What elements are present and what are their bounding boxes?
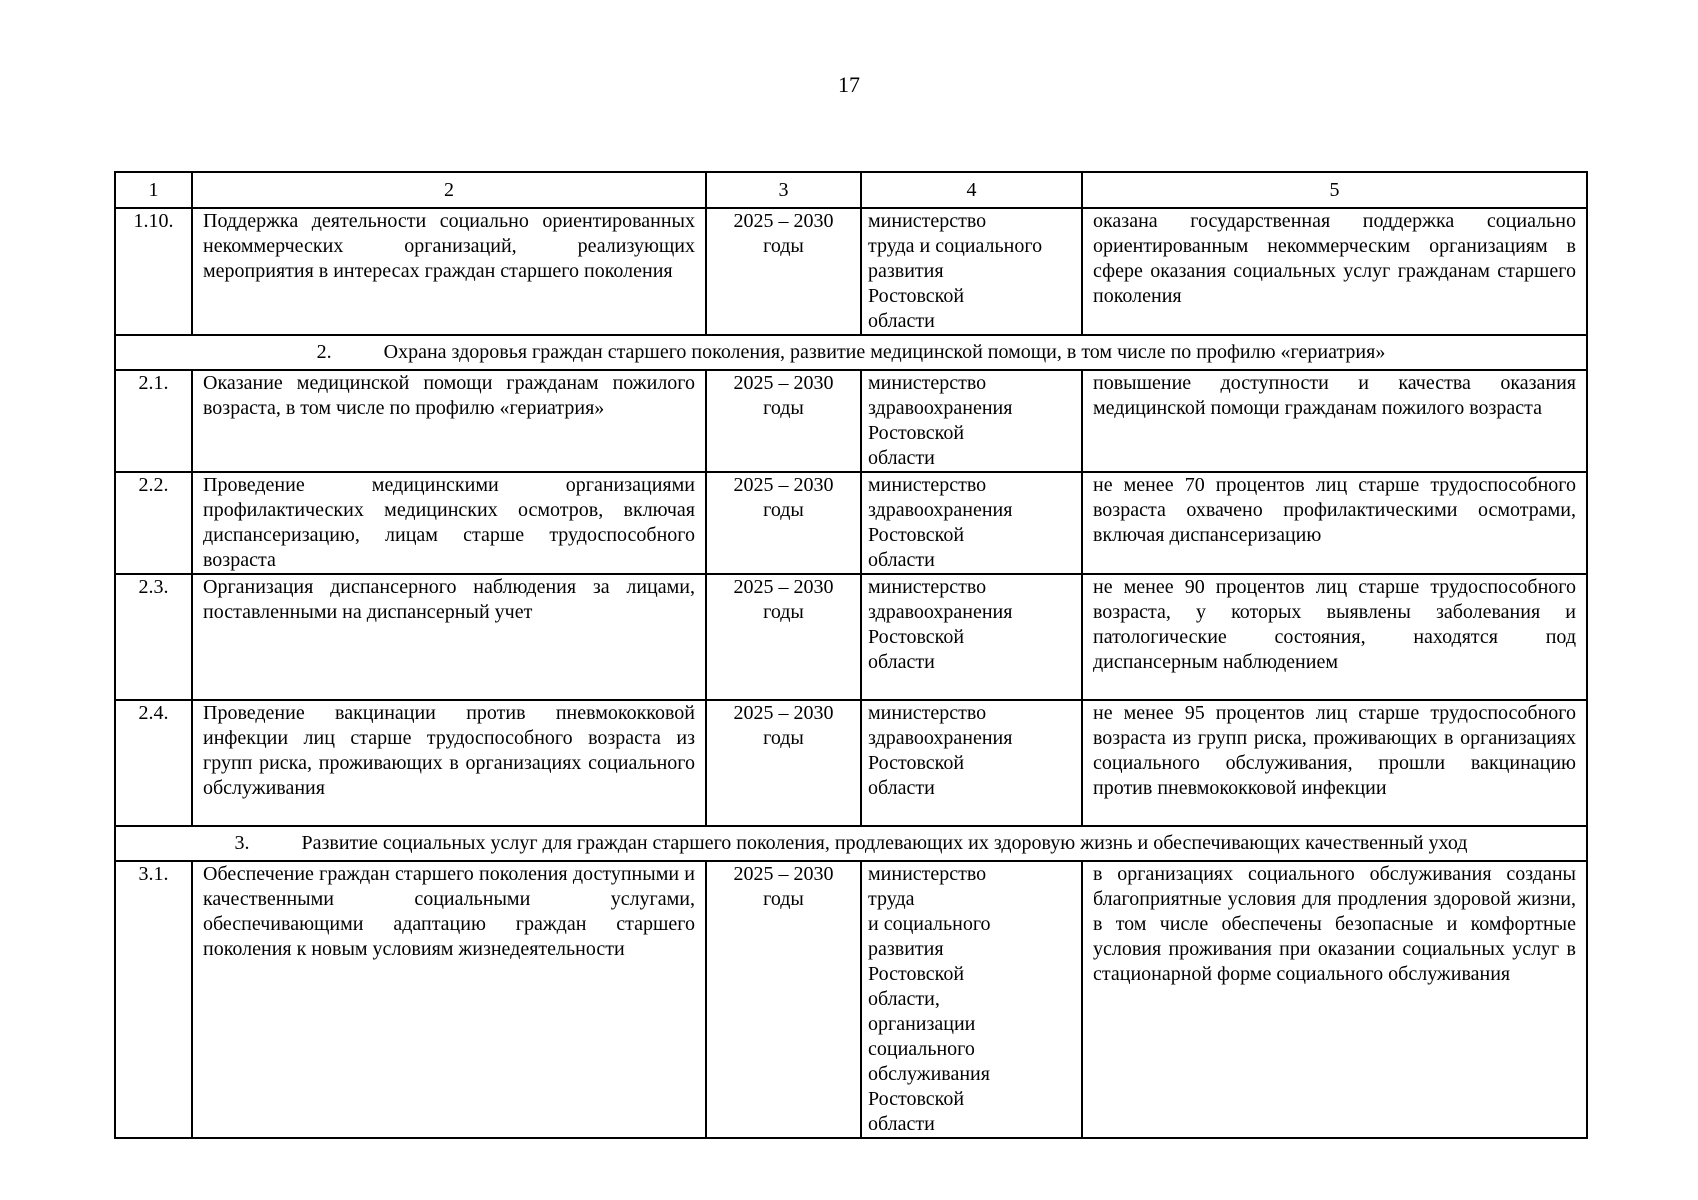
column-header-2: 2	[192, 172, 706, 208]
table-row	[115, 861, 1587, 1138]
measure-cell: Проведение медицинскими организациями профилактических медицинских осмотров, включая диспансеризацию, лицам старше трудоспособного возраста	[192, 472, 706, 574]
result-cell: не менее 95 процентов лиц старше трудоспособного возраста из групп риска, проживающих в организациях социального обслуживания, прошли вакцинацию против пневмококковой инфекции	[1082, 700, 1587, 826]
result-cell: оказана государственная поддержка социально ориентированным некоммерческим организациям в сфере оказания социальных услуг гражданам старшего поколения	[1082, 208, 1587, 335]
period-cell: 2025 – 2030 годы	[706, 700, 861, 826]
table-row	[115, 700, 1587, 826]
result-cell: не менее 90 процентов лиц старше трудоспособного возраста, у которых выявлены заболевания и патологические состояния, находятся под диспансерным наблюдением	[1082, 574, 1587, 700]
section-row	[115, 826, 1587, 861]
row-number: 2.3.	[115, 574, 192, 700]
executor-cell: министерство здравоохранения Ростовской области	[861, 472, 1082, 574]
section-row	[115, 335, 1587, 370]
column-header-3: 3	[706, 172, 861, 208]
section-title: Развитие социальных услуг для граждан старшего поколения, продлевающих их здоровую жизнь и обеспечивающих качественный уход	[301, 832, 1468, 854]
table-row	[115, 472, 1587, 574]
column-header-4: 4	[861, 172, 1082, 208]
executor-cell: министерство здравоохранения Ростовской области	[861, 700, 1082, 826]
period-cell: 2025 – 2030 годы	[706, 208, 861, 335]
row-number: 1.10.	[115, 208, 192, 335]
measure-cell: Обеспечение граждан старшего поколения доступными и качественными социальными услугами, обеспечивающими адаптацию граждан старшего поколения к новым условиям жизнедеятельности	[192, 861, 706, 1138]
section-number: 2.	[316, 341, 332, 363]
executor-cell: министерство труда и социального развития Ростовской области	[861, 208, 1082, 335]
measure-cell: Поддержка деятельности социально ориентированных некоммерческих организаций, реализующих мероприятия в интересах граждан старшего поколения	[192, 208, 706, 335]
result-cell: не менее 70 процентов лиц старше трудоспособного возраста охвачено профилактическими осмотрами, включая диспансеризацию	[1082, 472, 1587, 574]
table-row	[115, 574, 1587, 700]
table-row	[115, 370, 1587, 472]
section-heading-3	[115, 826, 1587, 861]
period-cell: 2025 – 2030 годы	[706, 370, 861, 472]
column-header-5: 5	[1082, 172, 1587, 208]
section-number: 3.	[234, 832, 250, 854]
period-cell: 2025 – 2030 годы	[706, 574, 861, 700]
measures-table	[114, 171, 1588, 1139]
row-number: 2.2.	[115, 472, 192, 574]
row-number: 2.1.	[115, 370, 192, 472]
measure-cell: Оказание медицинской помощи гражданам пожилого возраста, в том числе по профилю «гериатрия»	[192, 370, 706, 472]
measure-cell: Организация диспансерного наблюдения за лицами, поставленными на диспансерный учет	[192, 574, 706, 700]
row-number: 3.1.	[115, 861, 192, 1138]
executor-cell: министерство здравоохранения Ростовской области	[861, 370, 1082, 472]
period-cell: 2025 – 2030 годы	[706, 472, 861, 574]
executor-cell: министерство труда и социального развития Ростовской области, организации социального обслуживания Ростовской области	[861, 861, 1082, 1138]
row-number: 2.4.	[115, 700, 192, 826]
section-title: Охрана здоровья граждан старшего поколения, развитие медицинской помощи, в том числе по профилю «гериатрия»	[383, 341, 1386, 363]
table-row	[115, 208, 1587, 335]
table-header-row	[115, 172, 1587, 208]
section-heading-2	[115, 335, 1587, 370]
period-cell: 2025 – 2030 годы	[706, 861, 861, 1138]
result-cell: повышение доступности и качества оказания медицинской помощи гражданам пожилого возраста	[1082, 370, 1587, 472]
executor-cell: министерство здравоохранения Ростовской области	[861, 574, 1082, 700]
column-header-1: 1	[115, 172, 192, 208]
result-cell: в организациях социального обслуживания созданы благоприятные условия для продления здоровой жизни, в том числе обеспечены безопасные и комфортные условия проживания при оказании социальных услуг в стационарной форме социального обслуживания	[1082, 861, 1587, 1138]
measure-cell: Проведение вакцинации против пневмококковой инфекции лиц старше трудоспособного возраста из групп риска, проживающих в организациях социального обслуживания	[192, 700, 706, 826]
page-number: 17	[838, 72, 860, 97]
